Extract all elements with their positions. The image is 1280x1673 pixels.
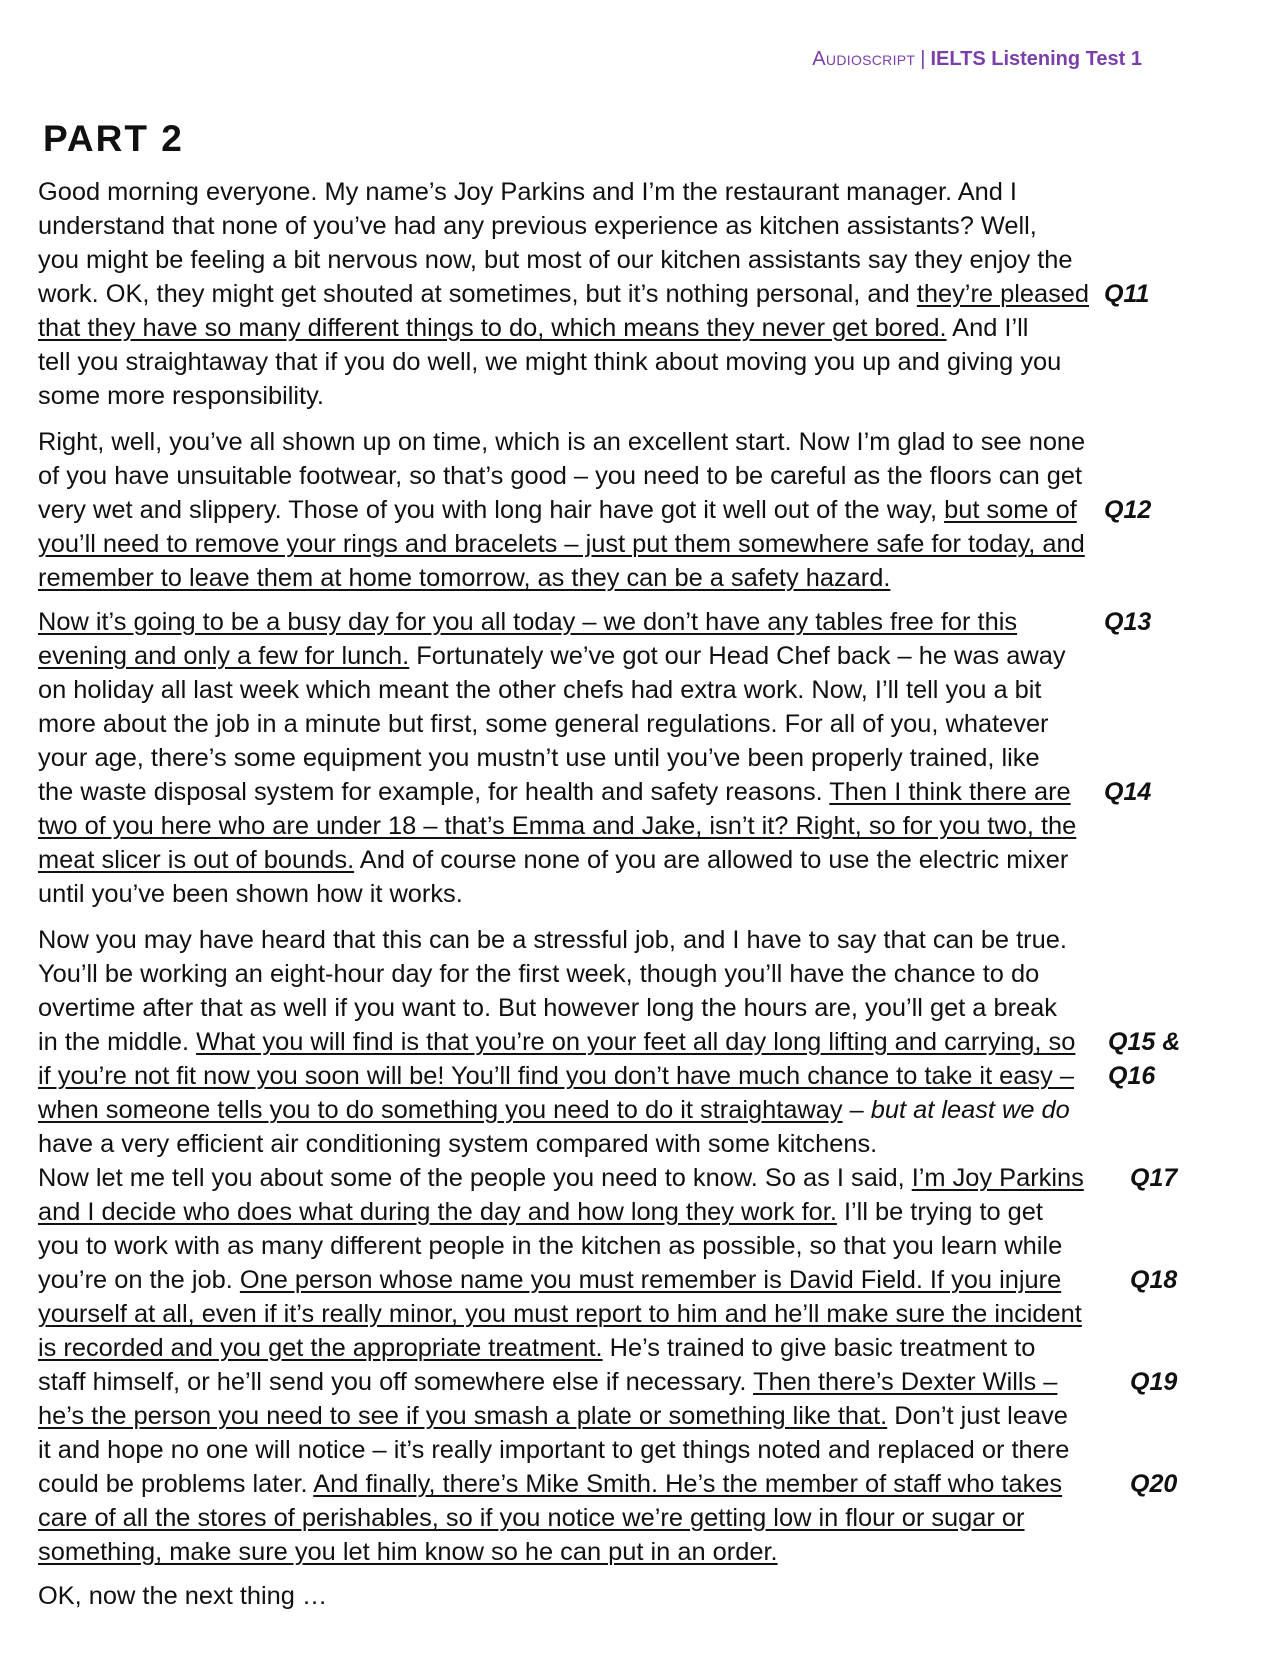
- answer-underline: when someone tells you to do something you need to do it straightaway: [38, 1096, 843, 1124]
- answer-underline: care of all the stores of perishables, so if you notice we’re getting low in flour or sugar or: [38, 1504, 1025, 1532]
- answer-underline: What you will find is that you’re on your feet all day long lifting and carrying, so: [196, 1028, 1076, 1056]
- answer-underline: Then I think there are: [829, 778, 1071, 806]
- paragraph-5: [38, 1161, 1228, 1569]
- script-line: [38, 1501, 1178, 1535]
- script-line: [38, 1127, 1178, 1161]
- script-line: [38, 175, 1178, 209]
- script-line: [38, 991, 1178, 1025]
- text-span: in the middle.: [38, 1028, 197, 1056]
- script-line: [38, 707, 1178, 741]
- text-span: you’re on the job.: [38, 1266, 240, 1294]
- text-span: could be problems later.: [38, 1470, 314, 1498]
- text-span: Don’t just leave: [887, 1402, 1068, 1430]
- text-span: Right, well, you’ve all shown up on time, which is an excellent start. Now I’m glad to see none: [38, 428, 1086, 456]
- script-line: [38, 775, 1178, 809]
- script-line: [38, 1579, 1178, 1613]
- text-span: more about the job in a minute but first, some general regulations. For all of you, whatever: [38, 710, 1049, 738]
- question-marker-q12: Q12: [1104, 496, 1152, 524]
- header-separator: |: [920, 48, 926, 70]
- paragraph-1: [38, 175, 1228, 413]
- script-line: [38, 1433, 1178, 1467]
- answer-underline: two of you here who are under 18 – that’s Emma and Jake, isn’t it? Right, so for you two, the: [38, 812, 1077, 840]
- text-span: And I’ll: [946, 314, 1029, 342]
- text-span: Now let me tell you about some of the people you need to know. So as I said,: [38, 1164, 912, 1192]
- question-marker-q15: Q15 &: [1108, 1028, 1181, 1056]
- paragraph-3: [38, 605, 1228, 911]
- text-span: Fortunately we’ve got our Head Chef back – he was away: [409, 642, 1066, 670]
- text-span: He’s trained to give basic treatment to: [602, 1334, 1036, 1362]
- paragraph-2: [38, 425, 1228, 595]
- text-span: I’ll be trying to get: [836, 1198, 1043, 1226]
- text-span: overtime after that as well if you want to. But however long the hours are, you’ll get a break: [38, 994, 1057, 1022]
- answer-underline: Now it’s going to be a busy day for you all today – we don’t have any tables free for this: [38, 608, 1018, 636]
- text-span: – but at least we do: [842, 1096, 1070, 1124]
- script-line: [38, 1263, 1178, 1297]
- script-line: [38, 1297, 1178, 1331]
- answer-underline: something, make sure you let him know so he can put in an order.: [38, 1538, 778, 1566]
- script-line: [38, 957, 1178, 991]
- header-section: Audioscript: [812, 48, 916, 70]
- paragraph-4: [38, 923, 1228, 1161]
- page-header: [812, 48, 1142, 71]
- text-span: And of course none of you are allowed to use the electric mixer: [354, 846, 1069, 874]
- header-test-title: IELTS Listening Test 1: [930, 48, 1142, 70]
- answer-underline: is recorded and you get the appropriate treatment.: [38, 1334, 603, 1362]
- script-line: [38, 639, 1178, 673]
- text-span: you might be feeling a bit nervous now, but most of our kitchen assistants say they enjoy the: [38, 246, 1073, 274]
- answer-underline: And finally, there’s Mike Smith. He’s the member of staff who takes: [313, 1470, 1063, 1498]
- script-line: [38, 425, 1178, 459]
- answer-underline: meat slicer is out of bounds.: [38, 846, 355, 874]
- question-marker-q13: Q13: [1104, 608, 1152, 636]
- script-line: [38, 527, 1178, 561]
- text-span: work. OK, they might get shouted at sometimes, but it’s nothing personal, and: [38, 280, 917, 308]
- text-span: staff himself, or he’ll send you off somewhere else if necessary.: [38, 1368, 754, 1396]
- script-line: [38, 741, 1178, 775]
- script-line: [38, 843, 1178, 877]
- answer-underline: remember to leave them at home tomorrow, as they can be a safety hazard.: [38, 564, 891, 592]
- script-line: [38, 379, 1178, 413]
- script-line: [38, 209, 1178, 243]
- script-line: [38, 345, 1178, 379]
- question-marker-q19: Q19: [1130, 1368, 1178, 1396]
- script-line: [38, 1161, 1178, 1195]
- answer-underline: yourself at all, even if it’s really minor, you must report to him and he’ll make sure the incident: [38, 1300, 1082, 1328]
- answer-underline: but some of: [944, 496, 1077, 524]
- question-marker-q16: Q16: [1108, 1062, 1156, 1090]
- question-marker-q18: Q18: [1130, 1266, 1178, 1294]
- question-marker-q20: Q20: [1130, 1470, 1178, 1498]
- script-line: [38, 1093, 1178, 1127]
- text-span: tell you straightaway that if you do well, we might think about moving you up and giving you: [38, 348, 1062, 376]
- text-span: it and hope no one will notice – it’s really important to get things noted and replaced or there: [38, 1436, 1070, 1464]
- part-title: PART 2: [43, 118, 184, 159]
- text-span: the waste disposal system for example, for health and safety reasons.: [38, 778, 830, 806]
- script-line: [38, 311, 1178, 345]
- text-span: on holiday all last week which meant the other chefs had extra work. Now, I’ll tell you a bit: [38, 676, 1042, 704]
- script-line: [38, 493, 1178, 527]
- answer-underline: that they have so many different things to do, which means they never get bored.: [38, 314, 947, 342]
- script-line: [38, 1467, 1178, 1501]
- answer-underline: if you’re not fit now you soon will be! You’ll find you don’t have much chance to take it easy –: [38, 1062, 1074, 1090]
- audioscript-body: [38, 175, 1228, 1613]
- answer-underline: Then there’s Dexter Wills –: [753, 1368, 1058, 1396]
- script-line: [38, 809, 1178, 843]
- script-line: [38, 877, 1178, 911]
- script-line: [38, 1195, 1178, 1229]
- script-line: [38, 1331, 1178, 1365]
- text-span: you to work with as many different people in the kitchen as possible, so that you learn while: [38, 1232, 1063, 1260]
- text-span: You’ll be working an eight-hour day for the first week, though you’ll have the chance to do: [38, 960, 1040, 988]
- script-line: [38, 923, 1178, 957]
- script-line: [38, 1229, 1178, 1263]
- answer-underline: and I decide who does what during the day and how long they work for.: [38, 1198, 837, 1226]
- answer-underline: he’s the person you need to see if you smash a plate or something like that.: [38, 1402, 888, 1430]
- script-line: [38, 459, 1178, 493]
- script-line: [38, 243, 1178, 277]
- text-span: your age, there’s some equipment you mustn’t use until you’ve been properly trained, like: [38, 744, 1040, 772]
- answer-underline: I’m Joy Parkins: [911, 1164, 1084, 1192]
- answer-underline: you’ll need to remove your rings and bracelets – just put them somewhere safe for today, and: [38, 530, 1085, 558]
- text-span: have a very efficient air conditioning system compared with some kitchens.: [38, 1130, 878, 1158]
- answer-underline: they’re pleased: [916, 280, 1090, 308]
- answer-underline: One person whose name you must remember is David Field. If you injure: [239, 1266, 1062, 1294]
- script-line: [38, 1025, 1181, 1059]
- question-marker-q11: Q11: [1104, 280, 1150, 308]
- answer-underline: evening and only a few for lunch.: [38, 642, 410, 670]
- question-marker-q14: Q14: [1104, 778, 1152, 806]
- script-line: [38, 561, 1178, 595]
- script-line: [38, 673, 1178, 707]
- paragraph-6: [38, 1579, 1228, 1613]
- script-line: [38, 1365, 1178, 1399]
- text-span: of you have unsuitable footwear, so that’s good – you need to be careful as the floors can get: [38, 462, 1083, 490]
- text-span: until you’ve been shown how it works.: [38, 880, 463, 908]
- script-line: [38, 1399, 1178, 1433]
- script-line: [38, 605, 1178, 639]
- text-span: understand that none of you’ve had any previous experience as kitchen assistants? Well,: [38, 212, 1037, 240]
- question-marker-q17: Q17: [1130, 1164, 1178, 1192]
- text-span: OK, now the next thing …: [38, 1582, 328, 1610]
- script-line: [38, 1059, 1178, 1093]
- script-line: [38, 277, 1178, 311]
- text-span: Good morning everyone. My name’s Joy Parkins and I’m the restaurant manager. And I: [38, 178, 1017, 206]
- text-span: Now you may have heard that this can be a stressful job, and I have to say that can be true.: [38, 926, 1067, 954]
- script-line: [38, 1535, 1178, 1569]
- text-span: some more responsibility.: [38, 382, 324, 410]
- text-span: very wet and slippery. Those of you with long hair have got it well out of the way,: [38, 496, 945, 524]
